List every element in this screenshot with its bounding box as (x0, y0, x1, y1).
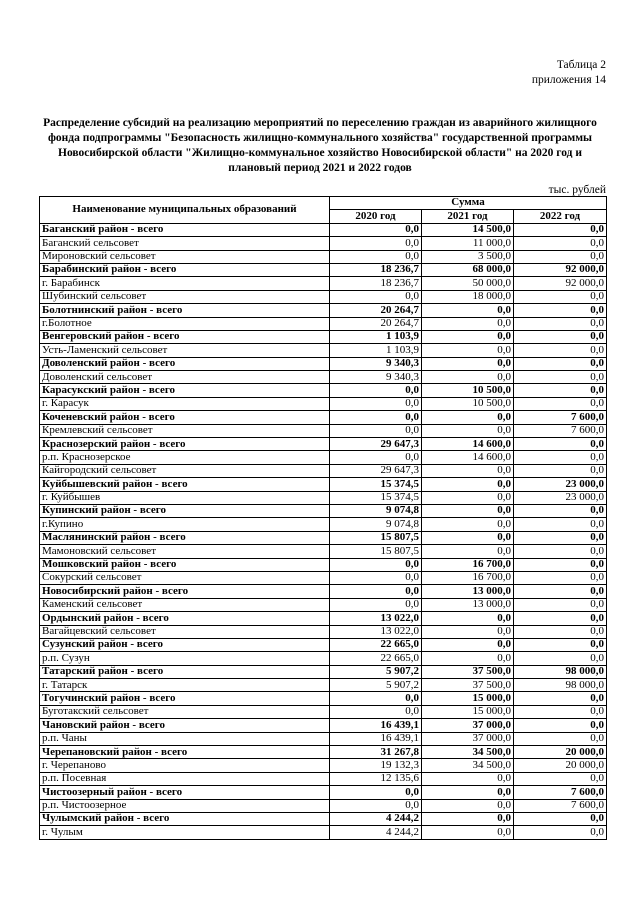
cell-name: Мироновский сельсовет (40, 250, 330, 263)
cell-2020: 19 132,3 (330, 759, 422, 772)
district-total-row (40, 304, 607, 317)
cell-2021: 37 000,0 (422, 719, 514, 732)
municipality-row (40, 571, 607, 584)
cell-2021: 0,0 (422, 344, 514, 357)
cell-name: Куйбышевский район - всего (40, 478, 330, 491)
cell-2021: 0,0 (422, 518, 514, 531)
cell-2020: 9 074,8 (330, 504, 422, 517)
cell-2021: 15 000,0 (422, 705, 514, 718)
cell-2021: 14 500,0 (422, 223, 514, 236)
cell-2022: 20 000,0 (514, 746, 607, 759)
cell-2021: 13 000,0 (422, 598, 514, 611)
cell-2022: 0,0 (514, 638, 607, 651)
municipality-row (40, 772, 607, 785)
cell-2022: 7 600,0 (514, 799, 607, 812)
cell-name: Усть-Ламенский сельсовет (40, 344, 330, 357)
municipality-row (40, 799, 607, 812)
cell-name: Купинский район - всего (40, 504, 330, 517)
cell-name: Мамоновский сельсовет (40, 545, 330, 558)
cell-name: Краснозерский район - всего (40, 438, 330, 451)
district-total-row (40, 357, 607, 370)
cell-2022: 0,0 (514, 719, 607, 732)
cell-name: Доволенский сельсовет (40, 371, 330, 384)
cell-2021: 0,0 (422, 304, 514, 317)
cell-name: г.Болотное (40, 317, 330, 330)
cell-2021: 34 500,0 (422, 759, 514, 772)
cell-name: Доволенский район - всего (40, 357, 330, 370)
municipality-row (40, 451, 607, 464)
cell-2021: 0,0 (422, 531, 514, 544)
municipality-row (40, 371, 607, 384)
cell-2021: 0,0 (422, 371, 514, 384)
cell-2021: 18 000,0 (422, 290, 514, 303)
cell-name: р.п. Чистоозерное (40, 799, 330, 812)
cell-2020: 4 244,2 (330, 812, 422, 825)
cell-2022: 0,0 (514, 317, 607, 330)
district-total-row (40, 438, 607, 451)
municipality-row (40, 290, 607, 303)
cell-2022: 23 000,0 (514, 491, 607, 504)
cell-name: Карасукский район - всего (40, 384, 330, 397)
district-total-row (40, 638, 607, 651)
column-header-2021: 2021 год (422, 210, 514, 223)
cell-2020: 16 439,1 (330, 719, 422, 732)
cell-2021: 0,0 (422, 638, 514, 651)
cell-2021: 37 500,0 (422, 665, 514, 678)
cell-name: г. Чулым (40, 826, 330, 839)
cell-2022: 0,0 (514, 571, 607, 584)
cell-2020: 1 103,9 (330, 330, 422, 343)
district-total-row (40, 665, 607, 678)
cell-2020: 0,0 (330, 223, 422, 236)
cell-name: Черепановский район - всего (40, 746, 330, 759)
cell-2022: 0,0 (514, 625, 607, 638)
cell-2021: 37 000,0 (422, 732, 514, 745)
district-total-row (40, 330, 607, 343)
cell-2020: 15 807,5 (330, 531, 422, 544)
cell-2022: 92 000,0 (514, 263, 607, 276)
cell-2022: 0,0 (514, 531, 607, 544)
cell-name: Каменский сельсовет (40, 598, 330, 611)
cell-2022: 7 600,0 (514, 786, 607, 799)
cell-2020: 13 022,0 (330, 612, 422, 625)
cell-name: Мошковский район - всего (40, 558, 330, 571)
cell-name: Буготакский сельсовет (40, 705, 330, 718)
cell-2020: 22 665,0 (330, 638, 422, 651)
district-total-row (40, 786, 607, 799)
district-total-row (40, 263, 607, 276)
cell-2021: 13 000,0 (422, 585, 514, 598)
title-line: фонда подпрограммы "Безопасность жилищно-коммунального хозяйства" государственной программы (47, 132, 593, 144)
cell-name: Чистоозерный район - всего (40, 786, 330, 799)
cell-name: Баганский сельсовет (40, 237, 330, 250)
cell-name: Тогучинский район - всего (40, 692, 330, 705)
cell-2020: 0,0 (330, 585, 422, 598)
cell-2020: 5 907,2 (330, 665, 422, 678)
municipality-row (40, 545, 607, 558)
column-header-name: Наименование муниципальных образований (40, 197, 330, 224)
district-total-row (40, 478, 607, 491)
municipality-row (40, 759, 607, 772)
cell-2022: 23 000,0 (514, 478, 607, 491)
cell-2022: 0,0 (514, 438, 607, 451)
cell-2022: 0,0 (514, 692, 607, 705)
cell-name: Венгеровский район - всего (40, 330, 330, 343)
cell-name: г. Черепаново (40, 759, 330, 772)
cell-name: г. Барабинск (40, 277, 330, 290)
cell-name: г. Татарск (40, 679, 330, 692)
district-total-row (40, 692, 607, 705)
district-total-row (40, 612, 607, 625)
cell-2021: 0,0 (422, 652, 514, 665)
cell-2020: 0,0 (330, 424, 422, 437)
cell-2021: 0,0 (422, 464, 514, 477)
municipality-row (40, 679, 607, 692)
cell-2020: 0,0 (330, 237, 422, 250)
municipality-row (40, 652, 607, 665)
cell-2022: 0,0 (514, 612, 607, 625)
table-body (40, 223, 607, 839)
cell-2020: 0,0 (330, 290, 422, 303)
cell-name: Ордынский район - всего (40, 612, 330, 625)
cell-2021: 14 600,0 (422, 451, 514, 464)
cell-2020: 0,0 (330, 384, 422, 397)
cell-2020: 13 022,0 (330, 625, 422, 638)
cell-2020: 1 103,9 (330, 344, 422, 357)
cell-name: г. Карасук (40, 397, 330, 410)
cell-name: Чановский район - всего (40, 719, 330, 732)
cell-2020: 0,0 (330, 571, 422, 584)
cell-2020: 29 647,3 (330, 464, 422, 477)
district-total-row (40, 223, 607, 236)
cell-2022: 98 000,0 (514, 665, 607, 678)
cell-name: Кремлевский сельсовет (40, 424, 330, 437)
title-line: Новосибирской области "Жилищно-коммунальное хозяйство Новосибирской области" на 2020 год и (58, 147, 582, 159)
cell-2021: 34 500,0 (422, 746, 514, 759)
cell-2022: 98 000,0 (514, 679, 607, 692)
cell-2021: 0,0 (422, 424, 514, 437)
district-total-row (40, 746, 607, 759)
district-total-row (40, 719, 607, 732)
municipality-row (40, 237, 607, 250)
cell-name: Кайгородский сельсовет (40, 464, 330, 477)
cell-2021: 0,0 (422, 478, 514, 491)
table-number: Таблица 2 (556, 59, 606, 71)
cell-name: Баганский район - всего (40, 223, 330, 236)
cell-2020: 18 236,7 (330, 263, 422, 276)
municipality-row (40, 826, 607, 839)
cell-2022: 0,0 (514, 304, 607, 317)
cell-2021: 0,0 (422, 799, 514, 812)
cell-2020: 20 264,7 (330, 304, 422, 317)
cell-2021: 68 000,0 (422, 263, 514, 276)
cell-2021: 0,0 (422, 504, 514, 517)
cell-name: Сузунский район - всего (40, 638, 330, 651)
cell-2022: 0,0 (514, 598, 607, 611)
cell-name: р.п. Сузун (40, 652, 330, 665)
cell-2020: 0,0 (330, 799, 422, 812)
cell-2022: 0,0 (514, 223, 607, 236)
cell-2022: 0,0 (514, 357, 607, 370)
cell-2020: 16 439,1 (330, 732, 422, 745)
cell-2021: 11 000,0 (422, 237, 514, 250)
cell-2021: 0,0 (422, 786, 514, 799)
cell-2022: 92 000,0 (514, 277, 607, 290)
cell-2021: 0,0 (422, 625, 514, 638)
cell-2020: 20 264,7 (330, 317, 422, 330)
cell-2022: 0,0 (514, 652, 607, 665)
cell-2021: 16 700,0 (422, 558, 514, 571)
cell-2022: 0,0 (514, 451, 607, 464)
cell-2022: 0,0 (514, 585, 607, 598)
cell-2020: 15 374,5 (330, 491, 422, 504)
column-header-sum: Сумма (330, 197, 607, 210)
cell-2020: 0,0 (330, 250, 422, 263)
municipality-row (40, 518, 607, 531)
cell-2021: 0,0 (422, 491, 514, 504)
cell-2020: 31 267,8 (330, 746, 422, 759)
cell-2021: 0,0 (422, 330, 514, 343)
units-label: тыс. рублей (548, 184, 606, 196)
cell-name: р.п. Краснозерское (40, 451, 330, 464)
cell-2020: 15 374,5 (330, 478, 422, 491)
cell-2020: 5 907,2 (330, 679, 422, 692)
cell-2022: 0,0 (514, 330, 607, 343)
cell-2020: 0,0 (330, 705, 422, 718)
cell-name: Маслянинский район - всего (40, 531, 330, 544)
cell-2021: 0,0 (422, 545, 514, 558)
district-total-row (40, 411, 607, 424)
cell-2022: 20 000,0 (514, 759, 607, 772)
cell-2022: 0,0 (514, 397, 607, 410)
municipality-row (40, 598, 607, 611)
cell-name: Шубинский сельсовет (40, 290, 330, 303)
cell-2022: 0,0 (514, 772, 607, 785)
cell-2022: 0,0 (514, 826, 607, 839)
cell-2022: 0,0 (514, 732, 607, 745)
cell-2022: 0,0 (514, 545, 607, 558)
municipality-row (40, 277, 607, 290)
cell-name: Болотнинский район - всего (40, 304, 330, 317)
municipality-row (40, 424, 607, 437)
municipality-row (40, 625, 607, 638)
cell-name: Сокурский сельсовет (40, 571, 330, 584)
cell-2021: 0,0 (422, 812, 514, 825)
cell-2022: 0,0 (514, 371, 607, 384)
municipality-row (40, 705, 607, 718)
cell-2021: 10 500,0 (422, 384, 514, 397)
cell-2021: 3 500,0 (422, 250, 514, 263)
cell-2020: 12 135,6 (330, 772, 422, 785)
cell-2021: 15 000,0 (422, 692, 514, 705)
cell-name: Чулымский район - всего (40, 812, 330, 825)
district-total-row (40, 585, 607, 598)
cell-name: Коченевский район - всего (40, 411, 330, 424)
cell-2022: 0,0 (514, 290, 607, 303)
cell-2020: 0,0 (330, 558, 422, 571)
cell-2020: 29 647,3 (330, 438, 422, 451)
cell-2022: 0,0 (514, 518, 607, 531)
cell-name: г.Купино (40, 518, 330, 531)
subsidy-table (39, 196, 607, 840)
cell-2022: 0,0 (514, 504, 607, 517)
cell-2022: 7 600,0 (514, 411, 607, 424)
cell-2022: 0,0 (514, 812, 607, 825)
cell-name: Барабинский район - всего (40, 263, 330, 276)
municipality-row (40, 732, 607, 745)
cell-2020: 9 340,3 (330, 357, 422, 370)
title-line: плановый период 2021 и 2022 годов (228, 162, 412, 174)
cell-name: Новосибирский район - всего (40, 585, 330, 598)
cell-2022: 0,0 (514, 558, 607, 571)
cell-2021: 37 500,0 (422, 679, 514, 692)
cell-2021: 0,0 (422, 357, 514, 370)
column-header-2020: 2020 год (330, 210, 422, 223)
cell-2020: 0,0 (330, 692, 422, 705)
municipality-row (40, 397, 607, 410)
cell-2021: 50 000,0 (422, 277, 514, 290)
cell-2020: 15 807,5 (330, 545, 422, 558)
appendix-number: приложения 14 (531, 74, 606, 86)
municipality-row (40, 317, 607, 330)
cell-2020: 0,0 (330, 451, 422, 464)
municipality-row (40, 464, 607, 477)
cell-2021: 0,0 (422, 772, 514, 785)
document-title (40, 116, 600, 176)
table-caption (532, 58, 606, 88)
cell-2020: 0,0 (330, 786, 422, 799)
cell-2021: 0,0 (422, 826, 514, 839)
cell-2021: 10 500,0 (422, 397, 514, 410)
cell-2020: 0,0 (330, 411, 422, 424)
cell-2020: 9 340,3 (330, 371, 422, 384)
title-line: Распределение субсидий на реализацию мероприятий по переселению граждан из аварийного жилищного (43, 117, 597, 129)
cell-2020: 22 665,0 (330, 652, 422, 665)
cell-2020: 0,0 (330, 598, 422, 611)
cell-2020: 4 244,2 (330, 826, 422, 839)
cell-2021: 16 700,0 (422, 571, 514, 584)
cell-2022: 0,0 (514, 237, 607, 250)
column-header-2022: 2022 год (514, 210, 607, 223)
cell-2022: 7 600,0 (514, 424, 607, 437)
cell-2021: 14 600,0 (422, 438, 514, 451)
district-total-row (40, 558, 607, 571)
district-total-row (40, 531, 607, 544)
cell-2021: 0,0 (422, 612, 514, 625)
cell-2022: 0,0 (514, 464, 607, 477)
cell-name: р.п. Чаны (40, 732, 330, 745)
district-total-row (40, 504, 607, 517)
cell-2020: 0,0 (330, 397, 422, 410)
municipality-row (40, 250, 607, 263)
cell-2021: 0,0 (422, 411, 514, 424)
cell-2022: 0,0 (514, 384, 607, 397)
cell-name: Вагайцевский сельсовет (40, 625, 330, 638)
cell-name: р.п. Посевная (40, 772, 330, 785)
municipality-row (40, 491, 607, 504)
cell-2021: 0,0 (422, 317, 514, 330)
district-total-row (40, 812, 607, 825)
cell-2020: 18 236,7 (330, 277, 422, 290)
cell-2022: 0,0 (514, 705, 607, 718)
municipality-row (40, 344, 607, 357)
district-total-row (40, 384, 607, 397)
cell-name: Татарский район - всего (40, 665, 330, 678)
cell-2022: 0,0 (514, 344, 607, 357)
cell-2022: 0,0 (514, 250, 607, 263)
cell-2020: 9 074,8 (330, 518, 422, 531)
cell-name: г. Куйбышев (40, 491, 330, 504)
